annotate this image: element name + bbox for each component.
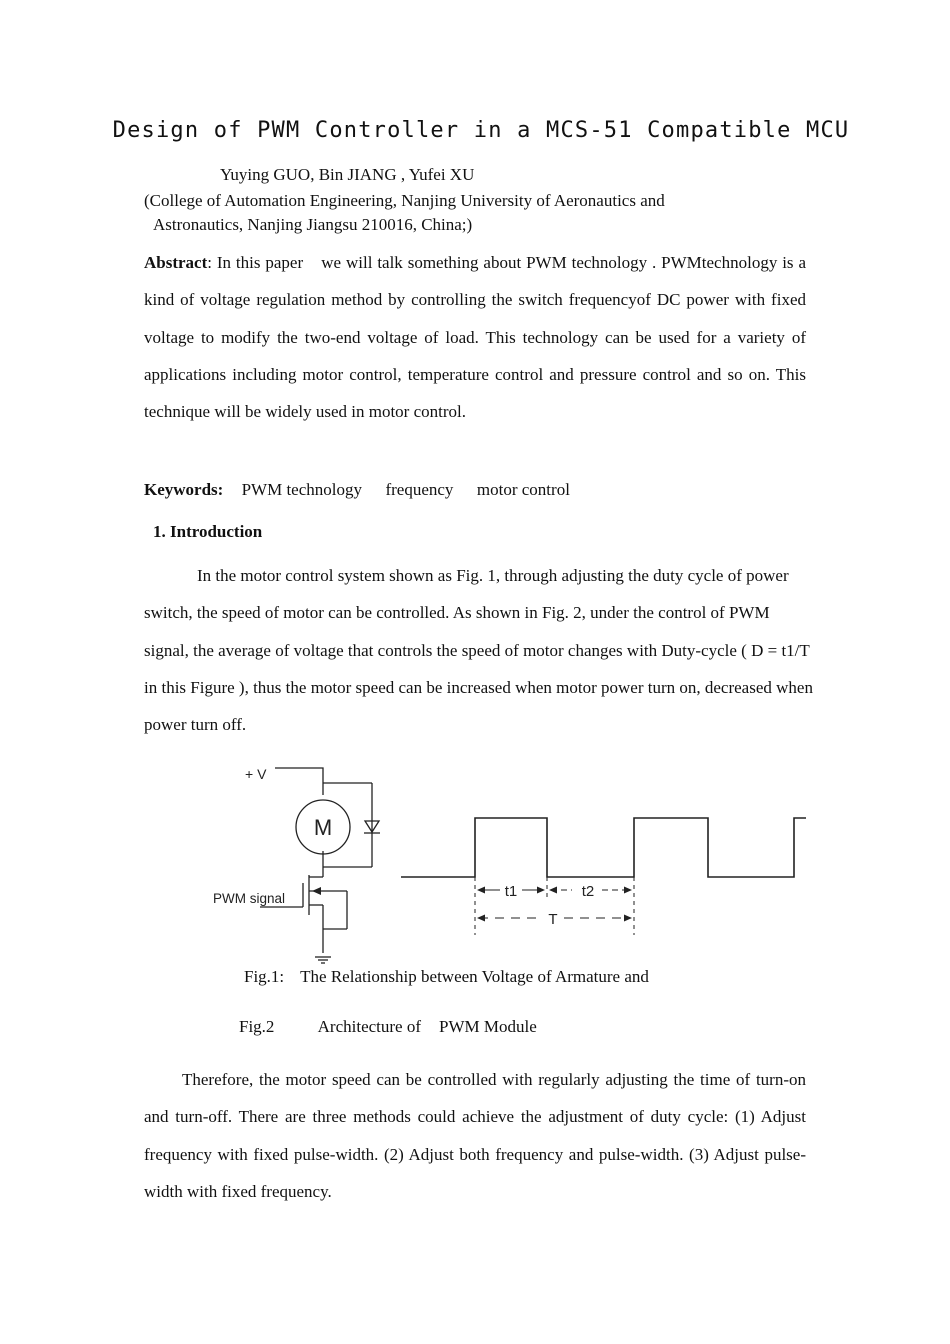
fig1-text: The Relationship between Voltage of Armature and xyxy=(300,967,649,986)
keyword-item: frequency  xyxy=(385,480,467,499)
abstract xyxy=(144,244,806,430)
affiliation-line-1: (College of Automation Engineering, Nanjing University of Aeronautics and xyxy=(144,191,665,210)
fig2-number: Fig.2  xyxy=(239,1017,288,1036)
keyword-item: motor control xyxy=(476,480,570,499)
period-label: T xyxy=(548,911,558,928)
pwm-waveform xyxy=(401,818,806,877)
section-heading-introduction: 1. Introduction xyxy=(153,522,263,541)
abstract-text: : In this paper  we will talk something about PWM technology . PWMtechnology is a kind of voltage regulation method by controlling the switch frequencyof DC power with fixed voltage to modify the two-end voltage of load. This technology can be used for a variety of applications including motor control, temperature control and pressure control and so on. This technique will be widely used in motor control. xyxy=(144,253,806,422)
motor-label: M xyxy=(313,815,333,840)
keyword-item: PWM technology  xyxy=(241,480,376,499)
figure-2-caption xyxy=(239,1017,537,1037)
abstract-label: Abstract xyxy=(144,253,208,272)
figure-1-caption xyxy=(244,967,649,987)
transistor-arrow-icon xyxy=(312,887,321,895)
pwm-signal-label: PWM signal xyxy=(213,891,286,906)
intro-paragraph: In the motor control system shown as Fig. 1, through adjusting the duty cycle of power switch, the speed of motor can be controlled. As shown in Fig. 2, under the control of PWM signal, the average of voltage that controls the speed of motor changes with Duty-cycle ( D = t1/T in this Figure ), thus the motor speed can be increased when motor power turn on, decreased when power turn off. xyxy=(144,566,813,735)
keywords-label: Keywords: xyxy=(144,480,224,499)
fig2-text-a: Architecture of xyxy=(317,1017,422,1036)
fig1-number: Fig.1: xyxy=(244,967,285,986)
t1-label: t1 xyxy=(504,883,518,900)
motor-circuit-diagram xyxy=(260,768,380,963)
supply-label: + V xyxy=(245,766,267,782)
t2-label: t2 xyxy=(581,883,595,900)
affiliation-line-2: Astronautics, Nanjing Jiangsu 210016, China;) xyxy=(153,215,473,234)
keywords xyxy=(144,480,576,500)
paper-title: Design of PWM Controller in a MCS-51 Compatible MCU xyxy=(112,118,850,143)
therefore-paragraph: Therefore, the motor speed can be controlled with regularly adjusting the time of turn-on and turn-off. There are three methods could achieve the adjustment of duty cycle: (1) Adjust frequency with fixed pulse-width. (2) Adjust both frequency and pulse-width. (3) Adjust pulse-width with fixed frequency. xyxy=(144,1070,806,1201)
authors: Yuying GUO, Bin JIANG , Yufei XU xyxy=(220,165,475,184)
fig2-text-b: PWM Module xyxy=(439,1017,537,1036)
pwm-figure xyxy=(200,755,820,965)
